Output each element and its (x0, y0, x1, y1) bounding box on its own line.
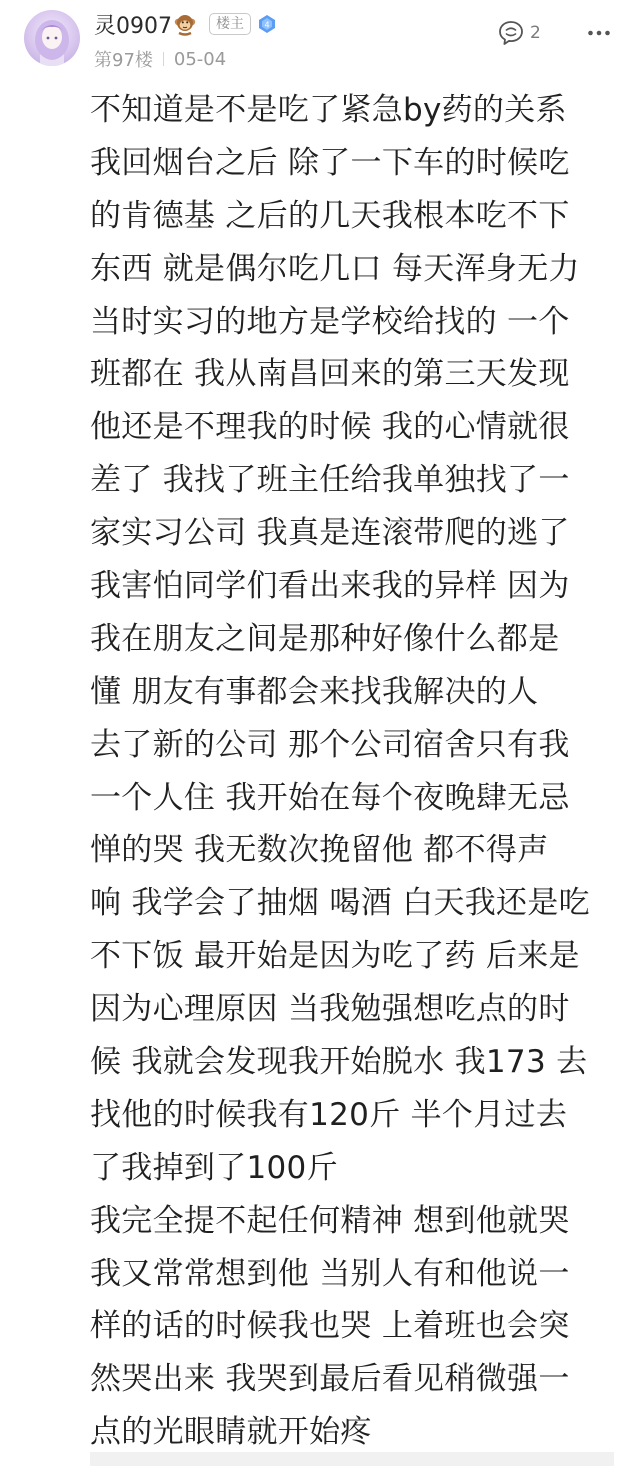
post-line: 不知道是不是吃了紧急by药的关系 (90, 92, 567, 128)
meta-divider (163, 52, 164, 66)
post-line: 他还是不理我的时候 我的心情就很 (90, 409, 570, 446)
diamond-level-icon (257, 14, 277, 34)
post-line: 我完全提不起任何精神 想到他就哭 (90, 1202, 570, 1239)
post-line: 不下饭 最开始是因为吃了药 后来是 (90, 938, 580, 975)
owner-badge: 楼主 (209, 13, 251, 35)
post-line: 我在朋友之间是那种好像什么都是 (90, 620, 560, 657)
floor-number: 第97楼 (94, 50, 153, 71)
monkey-icon (173, 12, 197, 36)
post-line: 样的话的时候我也哭 上着班也会突 (90, 1308, 570, 1345)
post-meta (94, 46, 226, 72)
post-line: 一个人住 我开始在每个夜晚肆无忌 (90, 779, 570, 816)
post-line: 懂 朋友有事都会来找我解决的人 (90, 673, 539, 710)
post-line: 我又常常想到他 当别人有和他说一 (90, 1255, 570, 1292)
username-row (94, 8, 277, 40)
post-content (90, 84, 620, 1459)
avatar[interactable] (24, 10, 80, 66)
post-line: 我回烟台之后 除了一下车的时候吃 (90, 144, 570, 181)
avatar-illustration (24, 10, 80, 66)
reply-count: 2 (530, 23, 541, 43)
post-line: 因为心理原因 当我勉强想吃点的时 (90, 991, 570, 1028)
post-line: 我害怕同学们看出来我的异样 因为 (90, 568, 570, 605)
post-line: 的肯德基 之后的几天我根本吃不下 (90, 197, 570, 234)
reply-button[interactable] (496, 18, 541, 48)
post-line: 找他的时候我有120斤 半个月过去 (90, 1096, 568, 1133)
post-line: 差了 我找了班主任给我单独找了一 (90, 462, 570, 499)
reply-preview-area[interactable] (90, 1452, 614, 1466)
post-line: 响 我学会了抽烟 喝酒 白天我还是吃 (90, 885, 590, 922)
post-line: 家实习公司 我真是连滚带爬的逃了 (90, 515, 570, 552)
post-line: 当时实习的地方是学校给找的 一个 (90, 303, 570, 340)
svg-text:4: 4 (264, 20, 270, 30)
post-line: 候 我就会发现我开始脱水 我173 去 (90, 1044, 588, 1081)
post-date: 05-04 (173, 48, 227, 70)
username[interactable]: 灵0907 (94, 13, 172, 39)
post-line: 班都在 我从南昌回来的第三天发现 (90, 356, 570, 393)
reply-icon (496, 18, 526, 48)
post-line: 然哭出来 我哭到最后看见稍微强一 (90, 1361, 570, 1398)
post-line: 去了新的公司 那个公司宿舍只有我 (90, 726, 570, 763)
post-line: 了我掉到了100斤 (90, 1149, 338, 1186)
post-line: 点的光眼睛就开始疼 (90, 1414, 372, 1451)
post-line: 东西 就是偶尔吃几口 每天浑身无力 (90, 250, 580, 287)
post-header (0, 0, 640, 82)
post-line: 惮的哭 我无数次挽留他 都不得声 (90, 832, 549, 869)
more-icon (584, 18, 614, 48)
more-button[interactable] (584, 18, 614, 48)
